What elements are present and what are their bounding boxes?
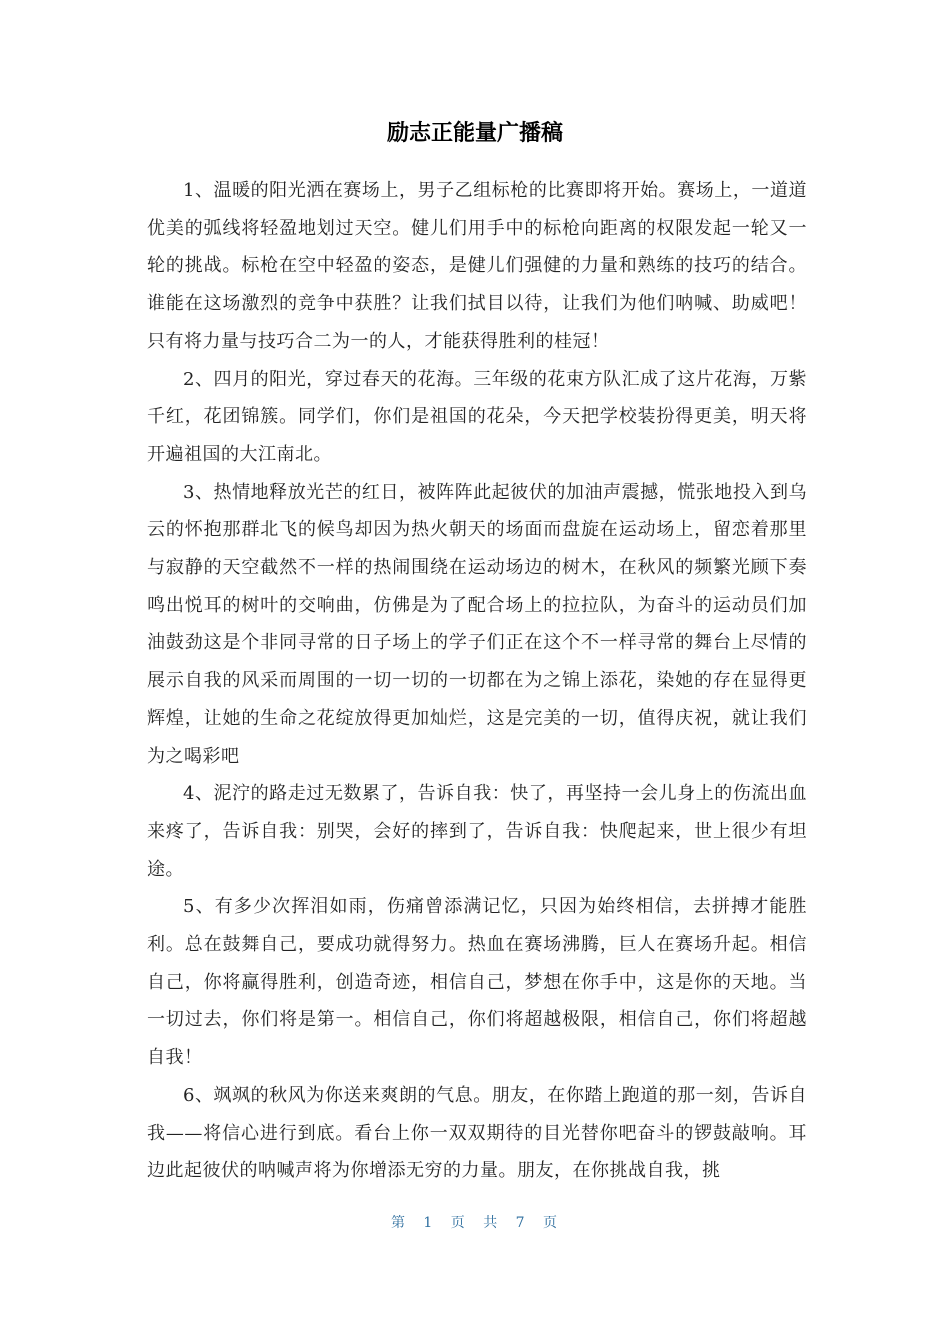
- page-number-footer: 第 1 页 共 7 页: [390, 1215, 560, 1231]
- paragraph-4: 4、泥泞的路走过无数累了，告诉自我：快了，再坚持一会儿身上的伤流出血来疼了，告诉自我：别哭，会好的摔到了，告诉自我：快爬起来，世上很少有坦途。: [147, 783, 807, 880]
- paragraph-3: 3、热情地释放光芒的红日，被阵阵此起彼伏的加油声震撼，慌张地投入到乌云的怀抱那群北飞的候鸟却因为热火朝天的场面而盘旋在运动场上，留恋着那里与寂静的天空截然不一样的热闹围绕在运动场边的树木，在秋风的频繁光顾下奏鸣出悦耳的树叶的交响曲，仿佛是为了配合场上的拉拉队，为奋斗的运动员们加油鼓劲这是个非同寻常的日子场上的学子们正在这个不一样寻常的舞台上尽情的展示自我的风采而周围的一切一切的一切都在为之锦上添花，染她的存在显得更辉煌，让她的生命之花绽放得更加灿烂，这是完美的一切，值得庆祝，就让我们为之喝彩吧: [147, 481, 807, 767]
- document-title: 励志正能量广播稿: [386, 121, 563, 146]
- paragraph-6: 6、飒飒的秋风为你送来爽朗的气息。朋友，在你踏上跑道的那一刻，告诉自我——将信心进行到底。看台上你一双双期待的目光替你吧奋斗的锣鼓敲响。耳边此起彼伏的呐喊声将为你增添无穷的力量。朋友，在你挑战自我，挑: [147, 1084, 807, 1182]
- paragraph-1: 1、温暖的阳光洒在赛场上，男子乙组标枪的比赛即将开始。赛场上，一道道优美的弧线将轻盈地划过天空。健儿们用手中的标枪向距离的权限发起一轮又一轮的挑战。标枪在空中轻盈的姿态，是健儿们强健的力量和熟练的技巧的结合。谁能在这场激烈的竞争中获胜？让我们拭目以待，让我们为他们呐喊、助威吧！只有将力量与技巧合二为一的人，才能获得胜利的桂冠！: [147, 180, 807, 352]
- paragraph-2: 2、四月的阳光，穿过春天的花海。三年级的花束方队汇成了这片花海，万紫千红，花团锦簇。同学们，你们是祖国的花朵，今天把学校装扮得更美，明天将开遍祖国的大江南北。: [147, 368, 807, 465]
- paragraph-5: 5、有多少次挥泪如雨，伤痛曾添满记忆，只因为始终相信，去拼搏才能胜利。总在鼓舞自己，要成功就得努力。热血在赛场沸腾，巨人在赛场升起。相信自己，你将赢得胜利，创造奇迹，相信自己，梦想在你手中，这是你的天地。当一切过去，你们将是第一。相信自己，你们将超越极限，相信自己，你们将超越自我！: [147, 896, 807, 1069]
- document-body: [147, 172, 807, 1190]
